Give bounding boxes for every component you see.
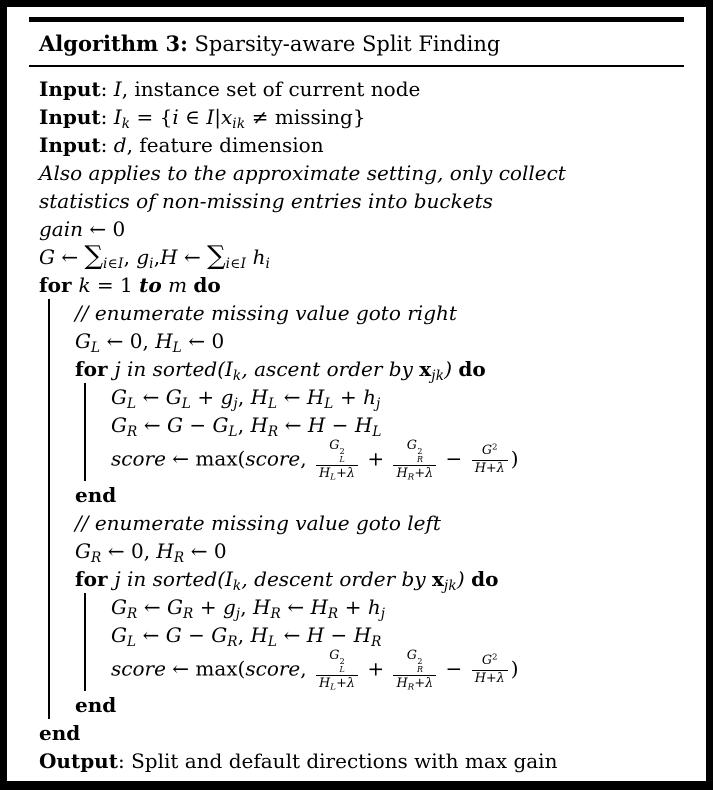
algorithm-line: for k = 1 to m do xyxy=(39,273,221,298)
block-indent-rule xyxy=(48,439,75,481)
block-indent-rule xyxy=(84,411,111,439)
algorithm-line: $G_R$ ← 0, $H_R$ ← 0 xyxy=(39,537,680,565)
block-indent-rule xyxy=(84,621,111,649)
algorithm-line: gain ← 0 xyxy=(39,217,126,242)
algorithm-line: score ← max(score, G 2 L $H_L+\lambda$ + G 2 R $H_R+\lambda$ − $\frac{G^2}{H+\lambda}$ ) xyxy=(39,649,680,691)
block-indent-rule xyxy=(48,691,75,719)
algorithm-line: $G_L$ ← 0, $H_L$ ← 0 xyxy=(39,327,680,355)
block-indent-rule xyxy=(48,355,75,383)
block-indent-rule xyxy=(48,537,75,565)
block-indent-rule xyxy=(84,593,111,621)
block-indent-rule xyxy=(48,481,75,509)
algorithm-line: statistics of non-missing entries into buckets xyxy=(39,189,493,214)
algorithm-line: $G_R$ ← $G_R + g_j$, $H_R$ ← $H_R + h_j$ xyxy=(39,593,680,621)
algorithm-line: Input: d, feature dimension xyxy=(39,133,324,158)
algorithm-line: score ← max(score, G 2 L $H_L+\lambda$ + G 2 R $H_R+\lambda$ − $\frac{G^2}{H+\lambda}$ ) xyxy=(39,439,680,481)
algorithm-line: for j in $sorted(I_k$, ascent order by $x_{jk}$) do xyxy=(39,355,680,383)
block-indent-rule xyxy=(48,565,75,593)
algorithm-line: end xyxy=(39,481,680,509)
block-indent-rule xyxy=(84,649,111,691)
algorithm-line: G ← $\sum_{i\in I}$, $g_i,H$ ← $\sum_{i\in I}$ $h_i$ xyxy=(39,241,271,273)
block-indent-rule xyxy=(48,593,75,621)
block-indent-rule xyxy=(48,299,75,327)
algorithm-line: Also applies to the approximate setting, only collect xyxy=(39,161,566,186)
algorithm-line: Input: $I_k = \{i$ ∈ $I|x_{ik} \ne missing$} xyxy=(39,105,366,133)
algorithm-label: Algorithm 3: xyxy=(39,31,188,56)
algorithm-title-text: Sparsity-aware Split Finding xyxy=(187,32,501,56)
math-fraction: G 2 L $H_L+\lambda$ xyxy=(316,439,358,481)
math-fraction: $\frac{G^2}{H+\lambda}$ xyxy=(472,444,508,476)
algorithm-line: end xyxy=(39,691,680,719)
algorithm-line: $G_L$ ← $G_L + g_j$, $H_L$ ← $H_L + h_j$ xyxy=(39,383,680,411)
block-indent-rule xyxy=(84,439,111,481)
block-indent-rule xyxy=(48,509,75,537)
block-indent-rule xyxy=(48,411,75,439)
math-fraction: G 2 L $H_L+\lambda$ xyxy=(316,649,358,691)
math-fraction: $\frac{G^2}{H+\lambda}$ xyxy=(472,654,508,686)
algorithm-line: Output: Split and default directions with max gain xyxy=(39,749,558,774)
block-indent-rule xyxy=(48,383,75,411)
block-indent-rule xyxy=(48,649,75,691)
algorithm-line: // enumerate missing value goto right xyxy=(39,299,680,327)
block-indent-rule xyxy=(48,327,75,355)
block-indent-rule xyxy=(84,383,111,411)
algorithm-line: // enumerate missing value goto left xyxy=(39,509,680,537)
algorithm-line: $G_R$ ← $G - G_L$, $H_R$ ← $H - H_L$ xyxy=(39,411,680,439)
block-indent-rule xyxy=(48,621,75,649)
math-fraction: G 2 R $H_R+\lambda$ xyxy=(393,649,436,691)
math-fraction: G 2 R $H_R+\lambda$ xyxy=(393,439,436,481)
algorithm-line: $G_L$ ← $G - G_R$, $H_L$ ← $H - H_R$ xyxy=(39,621,680,649)
algorithm-box xyxy=(29,17,684,790)
algorithm-line: end xyxy=(39,721,81,746)
algorithm-line: Input: I, instance set of current node xyxy=(39,77,421,102)
algorithm-body xyxy=(29,67,684,785)
algorithm-line: for j in $sorted(I_k$, descent order by $x_{jk}$) do xyxy=(39,565,680,593)
algorithm-title xyxy=(29,22,684,67)
